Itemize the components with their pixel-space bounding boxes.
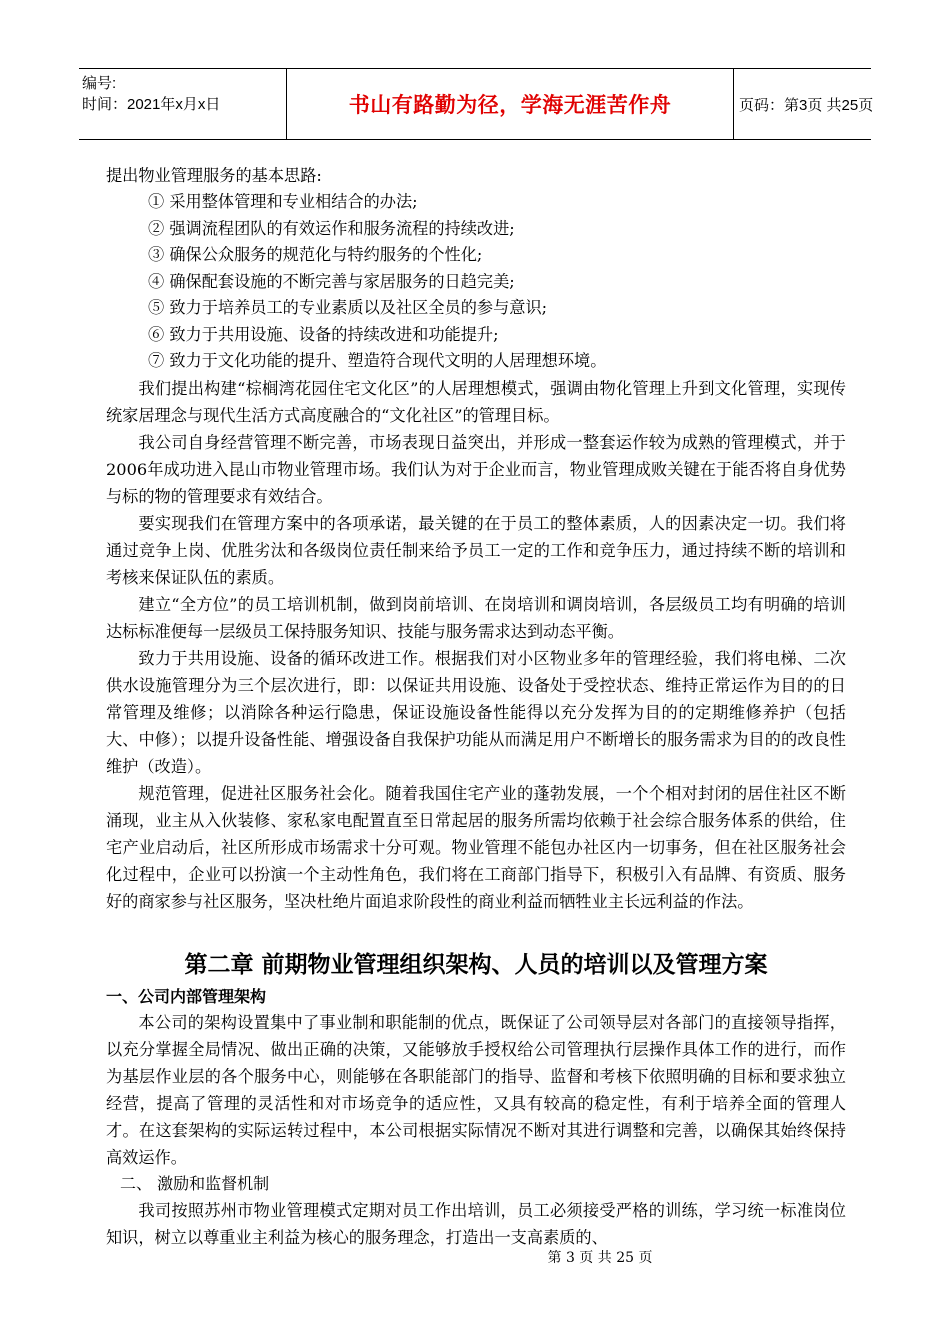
list-item: ③ 确保公众服务的规范化与特约服务的个性化; — [148, 245, 483, 264]
page-footer: 第 3 页 共 25 页 — [547, 1250, 653, 1266]
document-date: 时间：2021年x月x日 — [82, 96, 221, 113]
paragraph: 建立“全方位”的员工培训机制，做到岗前培训、在岗培训和调岗培训，各层级员工均有明确的培训达标标准便每一层级员工保持服务知识、技能与服务需求达到动态平衡。 — [106, 594, 846, 641]
header-motto-cell — [286, 69, 734, 139]
list-item: ⑥ 致力于共用设施、设备的持续改进和功能提升; — [148, 324, 499, 344]
header-left — [79, 69, 286, 139]
paragraph: 致力于共用设施、设备的循环改进工作。根据我们对小区物业多年的管理经验，我们将电梯、二次供水设施管理分为三个层次进行，即：以保证共用设施、设备处于受控状态、维持正常运作为目的的日常管理及维修；以消除各种运行隐患，保证设施设备性能得以充分发挥为目的的定期维修养护（包括大、中修）；以提升设备性能、增强设备自我保护功能从而满足用户不断增长的服务需求为目的的改良性维护（改造）。 — [106, 648, 846, 776]
header-page-info: 页码：第3页 共25页 — [739, 96, 874, 114]
paragraph: 我司按照苏州市物业管理模式定期对员工作出培训，员工必须接受严格的训练，学习统一标准岗位知识，树立以尊重业主利益为核心的服务理念，打造出一支高素质的、 — [106, 1200, 846, 1247]
list-item: ⑤ 致力于培养员工的专业素质以及社区全员的参与意识; — [148, 298, 548, 317]
page-header — [79, 68, 874, 140]
intro-line: 提出物业管理服务的基本思路: — [106, 166, 322, 185]
list-item: ① 采用整体管理和专业相结合的办法; — [148, 192, 418, 211]
paragraph: 规范管理，促进社区服务社会化。随着我国住宅产业的蓬勃发展，一个个相对封闭的居住社区不断涌现，业主从入伙装修、家私家电配置直至日常起居的服务所需均依赖于社会综合服务体系的供给，住宅产业启动后，社区所形成市场需求十分可观。物业管理不能包办社区内一切事务，但在社区服务社会化过程中，企业可以扮演一个主动性角色，我们将在工商部门指导下，积极引入有品牌、有资质、服务好的商家参与社区服务，坚决杜绝片面追求阶段性的商业利益而牺牲业主长远利益的作法。 — [106, 783, 846, 911]
document-body — [106, 162, 846, 1251]
paragraph: 本公司的架构设置集中了事业制和职能制的优点，既保证了公司领导层对各部门的直接领导指挥，以充分掌握全局情况、做出正确的决策，又能够放手授权给公司管理执行层操作具体工作的进行，而作为基层作业层的各个服务中心，则能够在各职能部门的指导、监督和考核下依照明确的目标和要求独立经营，提高了管理的灵活性和对市场竞争的适应性，又具有较高的稳定性，有利于培养全面的管理人才。在这套架构的实际运转过程中，本公司根据实际情况不断对其进行调整和完善，以确保其始终保持高效运作。 — [106, 1012, 846, 1167]
list-item: ② 强调流程团队的有效运作和服务流程的持续改进; — [148, 218, 515, 238]
list-item: ⑦ 致力于文化功能的提升、塑造符合现代文明的人居理想环境。 — [148, 351, 607, 370]
paragraph: 我们提出构建“棕榈湾花园住宅文化区”的人居理想模式，强调由物化管理上升到文化管理，实现传统家居理念与现代生活方式高度融合的“文化社区”的管理目标。 — [106, 378, 846, 425]
paragraph: 要实现我们在管理方案中的各项承诺，最关键的在于员工的整体素质，人的因素决定一切。我们将通过竞争上岗、优胜劣汰和各级岗位责任制来给予员工一定的工作和竞争压力，通过持续不断的培训和考核来保证队伍的素质。 — [106, 513, 846, 587]
document-number-label: 编号: — [82, 75, 117, 92]
list-item: ④ 确保配套设施的不断完善与家居服务的日趋完美; — [148, 271, 515, 291]
section-heading: 一、公司内部管理架构 — [106, 986, 267, 1006]
chapter-title: 第二章 前期物业管理组织架构、人员的培训以及管理方案 — [184, 951, 768, 978]
section-heading: 二、 激励和监督机制 — [120, 1173, 270, 1193]
paragraph: 我公司自身经营管理不断完善，市场表现日益突出，并形成一整套运作较为成熟的管理模式，并于2006年成功进入昆山市物业管理市场。我们认为对于企业而言，物业管理成败关键在于能否将自身优势与标的物的管理要求有效结合。 — [106, 432, 846, 506]
header-motto: 书山有路勤为径，学海无涯苦作舟 — [348, 93, 672, 117]
